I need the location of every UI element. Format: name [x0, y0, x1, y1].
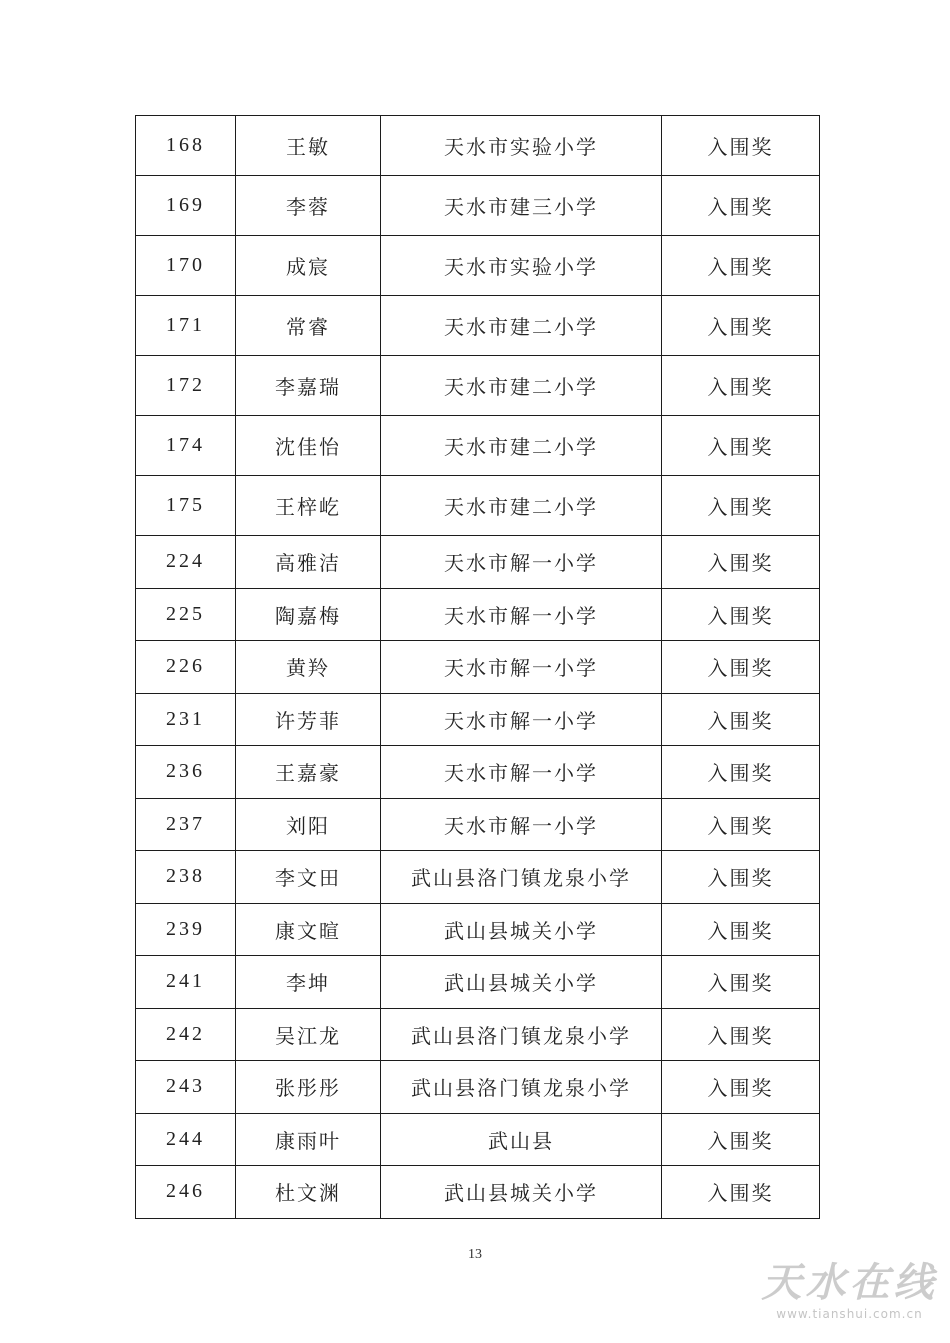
entry-number: 246 [136, 1166, 236, 1219]
entry-number: 225 [136, 588, 236, 641]
award-level: 入围奖 [662, 641, 820, 694]
school-name: 武山县城关小学 [381, 903, 662, 956]
school-name: 武山县洛门镇龙泉小学 [381, 1008, 662, 1061]
school-name: 天水市解一小学 [381, 641, 662, 694]
entry-number: 244 [136, 1113, 236, 1166]
student-name: 王梓屹 [236, 476, 381, 536]
watermark-logo: 天水在线 [761, 1259, 938, 1306]
school-name: 天水市建二小学 [381, 356, 662, 416]
school-name: 武山县洛门镇龙泉小学 [381, 851, 662, 904]
student-name: 吴江龙 [236, 1008, 381, 1061]
school-name: 天水市解一小学 [381, 693, 662, 746]
table-row [136, 176, 820, 236]
entry-number: 243 [136, 1061, 236, 1114]
school-name: 天水市建二小学 [381, 296, 662, 356]
student-name: 李文田 [236, 851, 381, 904]
page-number: 13 [468, 1247, 482, 1262]
student-name: 高雅洁 [236, 536, 381, 589]
student-name: 王敏 [236, 116, 381, 176]
award-level: 入围奖 [662, 1061, 820, 1114]
award-level: 入围奖 [662, 536, 820, 589]
entry-number: 170 [136, 236, 236, 296]
watermark-url: www.tianshui.com.cn [776, 1307, 923, 1321]
award-level: 入围奖 [662, 476, 820, 536]
school-name: 天水市解一小学 [381, 536, 662, 589]
entry-number: 174 [136, 416, 236, 476]
student-name: 常睿 [236, 296, 381, 356]
school-name: 天水市解一小学 [381, 798, 662, 851]
award-level: 入围奖 [662, 746, 820, 799]
entry-number: 169 [136, 176, 236, 236]
table-row [136, 693, 820, 746]
table-row [136, 903, 820, 956]
table-row [136, 956, 820, 1009]
student-name: 沈佳怡 [236, 416, 381, 476]
school-name: 武山县洛门镇龙泉小学 [381, 1061, 662, 1114]
table-row [136, 1061, 820, 1114]
student-name: 李蓉 [236, 176, 381, 236]
table-row [136, 641, 820, 694]
school-name: 天水市建二小学 [381, 416, 662, 476]
entry-number: 241 [136, 956, 236, 1009]
table-row [136, 296, 820, 356]
student-name: 黄羚 [236, 641, 381, 694]
award-level: 入围奖 [662, 903, 820, 956]
table-row [136, 588, 820, 641]
award-level: 入围奖 [662, 296, 820, 356]
award-level: 入围奖 [662, 416, 820, 476]
entry-number: 224 [136, 536, 236, 589]
entry-number: 231 [136, 693, 236, 746]
entry-number: 175 [136, 476, 236, 536]
entry-number: 239 [136, 903, 236, 956]
student-name: 李坤 [236, 956, 381, 1009]
school-name: 武山县城关小学 [381, 956, 662, 1009]
award-level: 入围奖 [662, 693, 820, 746]
table-row [136, 116, 820, 176]
table-row [136, 1008, 820, 1061]
table-row [136, 536, 820, 589]
table-row [136, 746, 820, 799]
award-level: 入围奖 [662, 851, 820, 904]
award-level: 入围奖 [662, 1113, 820, 1166]
table-row [136, 798, 820, 851]
school-name: 武山县 [381, 1113, 662, 1166]
student-name: 李嘉瑞 [236, 356, 381, 416]
entry-number: 172 [136, 356, 236, 416]
entry-number: 226 [136, 641, 236, 694]
award-level: 入围奖 [662, 116, 820, 176]
entry-number: 168 [136, 116, 236, 176]
table-row [136, 356, 820, 416]
site-watermark [757, 1259, 942, 1339]
school-name: 天水市建三小学 [381, 176, 662, 236]
award-level: 入围奖 [662, 176, 820, 236]
entry-number: 237 [136, 798, 236, 851]
school-name: 天水市解一小学 [381, 588, 662, 641]
student-name: 许芳菲 [236, 693, 381, 746]
student-name: 王嘉豪 [236, 746, 381, 799]
entry-number: 242 [136, 1008, 236, 1061]
table-row [136, 476, 820, 536]
student-name: 康雨叶 [236, 1113, 381, 1166]
table-row [136, 851, 820, 904]
award-level: 入围奖 [662, 236, 820, 296]
student-name: 张彤彤 [236, 1061, 381, 1114]
entry-number: 171 [136, 296, 236, 356]
school-name: 天水市实验小学 [381, 236, 662, 296]
school-name: 武山县城关小学 [381, 1166, 662, 1219]
school-name: 天水市建二小学 [381, 476, 662, 536]
student-name: 杜文渊 [236, 1166, 381, 1219]
table-row [136, 1113, 820, 1166]
award-level: 入围奖 [662, 588, 820, 641]
student-name: 陶嘉梅 [236, 588, 381, 641]
school-name: 天水市实验小学 [381, 116, 662, 176]
award-level: 入围奖 [662, 956, 820, 1009]
table-row [136, 1166, 820, 1219]
table-row [136, 416, 820, 476]
entry-number: 238 [136, 851, 236, 904]
award-level: 入围奖 [662, 356, 820, 416]
table-row [136, 236, 820, 296]
award-level: 入围奖 [662, 798, 820, 851]
student-name: 康文暄 [236, 903, 381, 956]
student-name: 成宸 [236, 236, 381, 296]
award-level: 入围奖 [662, 1008, 820, 1061]
school-name: 天水市解一小学 [381, 746, 662, 799]
entry-number: 236 [136, 746, 236, 799]
student-name: 刘阳 [236, 798, 381, 851]
award-level: 入围奖 [662, 1166, 820, 1219]
awards-table [135, 115, 820, 1219]
